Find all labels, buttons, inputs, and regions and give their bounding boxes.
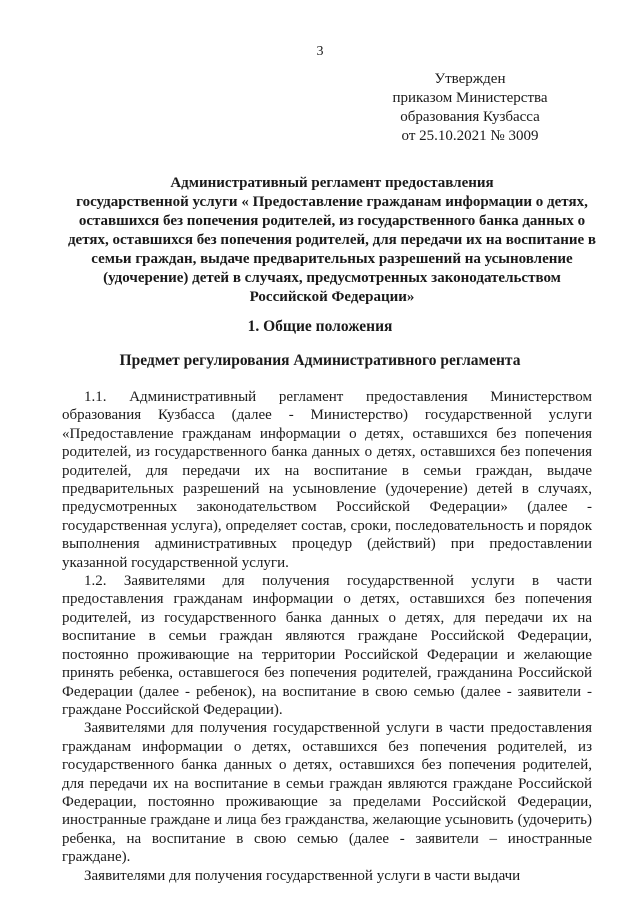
- paragraph-line: родителей, из государственного банка данных о детях, оставшихся без попечения: [62, 444, 592, 461]
- approval-block: [370, 70, 570, 146]
- title-line: семьи граждан, выдаче предварительных разрешений на усыновление: [91, 251, 573, 267]
- paragraph-line: иностранные граждане и лица без гражданства, желающие усыновить (удочерить): [62, 812, 592, 829]
- paragraph-line: 1.1. Административный регламент предоставления Министерством: [84, 389, 592, 405]
- title-line: (удочерение) детей в случаях, предусмотренных законодательством: [103, 270, 561, 286]
- paragraph-line: родителей, для передачи их на воспитание в семьи граждан, выдаче: [62, 462, 592, 479]
- paragraph-line: предварительных разрешений на усыновление (удочерение) детей в случаях,: [62, 481, 592, 498]
- paragraph-line: воспитание в семьи граждан являются граждане Российской Федерации,: [62, 628, 592, 645]
- paragraph-line: Федерации, постоянно проживающие за пределами Российской Федерации,: [62, 793, 592, 810]
- page-number: 3: [316, 44, 324, 59]
- title-line: государственной услуги « Предоставление гражданам информации о детях,: [76, 194, 588, 210]
- title-line: Административный регламент предоставления: [170, 175, 494, 191]
- paragraph-line: «Предоставление гражданам информации о детях, оставшихся без попечения: [62, 425, 592, 442]
- body-text: [62, 388, 592, 885]
- paragraph-line: выполнения административных процедур (действий) при предоставлении: [62, 536, 592, 553]
- title-line: детях, оставшихся без попечения родителей, для передачи их на воспитание в: [67, 232, 597, 248]
- approval-line: приказом Министерства: [392, 90, 548, 106]
- paragraph-line: постоянно проживающие на территории Российской Федерации и желающие: [62, 646, 592, 663]
- paragraph-line: Заявителями для получения государственной услуги в части предоставления: [84, 720, 592, 737]
- section-heading: 1. Общие положения: [247, 318, 393, 335]
- paragraph-line: принять ребенка, оставшегося без попечения родителей, гражданина Российской: [62, 665, 592, 682]
- paragraph-line: граждане Российской Федерации).: [62, 701, 283, 718]
- title-line: Российской Федерации»: [249, 289, 415, 305]
- paragraph-line: предусмотренных законодательством Российской Федерации» (далее -: [62, 499, 592, 516]
- paragraph-line: государственная услуга), определяет состав, сроки, последовательность и порядок: [62, 517, 592, 534]
- document-title: [62, 174, 602, 307]
- paragraph: [62, 572, 592, 719]
- approval-line: от 25.10.2021 № 3009: [401, 128, 539, 144]
- paragraph-line: граждане).: [62, 849, 131, 866]
- paragraph-line: предоставления гражданам информации о детях, оставшихся без попечения: [62, 591, 592, 608]
- title-line: оставшихся без попечения родителей, из государственного банка данных о: [78, 213, 586, 229]
- paragraph-line: 1.2. Заявителями для получения государственной услуги в части: [84, 573, 592, 590]
- paragraph-line: указанной государственной услуги.: [62, 554, 289, 571]
- approval-line: Утвержден: [434, 71, 506, 87]
- approval-line: образования Кузбасса: [400, 109, 540, 125]
- paragraph: [62, 388, 592, 572]
- paragraph-line: образования Кузбасса (далее - Министерство) государственной услуги: [62, 407, 592, 424]
- paragraph: [62, 867, 592, 885]
- paragraph-line: Федерации (далее - ребенок), на воспитание в свою семью (далее - заявители -: [62, 683, 592, 700]
- paragraph-line: для передачи их на воспитание в семьи граждан являются граждане Российской: [62, 775, 592, 792]
- paragraph-line: родителей, из государственного банка данных о детях, для передачи их на: [62, 609, 592, 626]
- paragraph: [62, 719, 592, 866]
- paragraph-line: Заявителями для получения государственной услуги в части выдачи: [84, 867, 521, 884]
- subsection-heading: Предмет регулирования Административного регламента: [119, 352, 521, 369]
- paragraph-line: государственного банка данных о детях, оставшихся без попечения родителей,: [62, 757, 592, 774]
- paragraph-line: гражданам информации о детях, оставшихся без попечения родителей, из: [62, 738, 592, 755]
- paragraph-line: ребенка, на воспитание в свою семью (далее - заявители – иностранные: [62, 830, 592, 847]
